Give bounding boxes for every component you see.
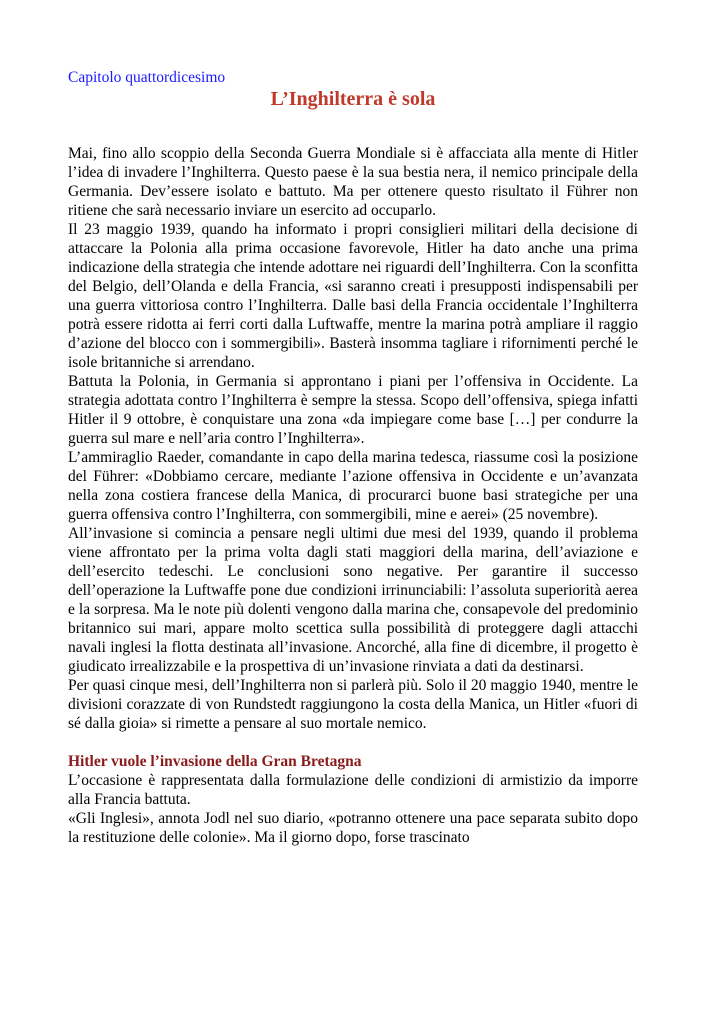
paragraph: L’occasione è rappresentata dalla formulazione delle condizioni di armistizio da imporre alla Francia battuta. bbox=[68, 772, 638, 808]
chapter-title: L’Inghilterra è sola bbox=[270, 88, 436, 110]
chapter-label: Capitolo quattordicesimo bbox=[68, 69, 226, 86]
body-text bbox=[68, 144, 638, 847]
document-page bbox=[68, 68, 638, 847]
section-heading: Hitler vuole l’invasione della Gran Bretagna bbox=[68, 753, 362, 770]
paragraph: Per quasi cinque mesi, dell’Inghilterra non si parlerà più. Solo il 20 maggio 1940, mentre le divisioni corazzate di von Rundstedt raggiungono la costa della Manica, un Hitler «fuori di sé dalla gioia» si rimette a pensare al suo mortale nemico. bbox=[68, 677, 638, 732]
paragraph: «Gli Inglesi», annota Jodl nel suo diario, «potranno ottenere una pace separata subito dopo la restituzione delle colonie». Ma il giorno dopo, forse trascinato bbox=[68, 810, 638, 846]
paragraph: L’ammiraglio Raeder, comandante in capo della marina tedesca, riassume così la posizione del Führer: «Dobbiamo cercare, mediante l’azione offensiva in Occidente e un’avanzata nella zona costiera francese della Manica, di procurarci buone basi strategiche per una guerra offensiva contro l’Inghilterra, con sommergibili, mine e aerei» (25 novembre). bbox=[68, 449, 638, 523]
paragraph: Battuta la Polonia, in Germania si approntano i piani per l’offensiva in Occidente. La strategia adottata contro l’Inghilterra è sempre la stessa. Scopo dell’offensiva, spiega infatti Hitler il 9 ottobre, è conquistare una zona «da impiegare come base […] per condurre la guerra sul mare e nell’aria contro l’Inghilterra». bbox=[68, 373, 638, 447]
paragraph: Mai, fino allo scoppio della Seconda Guerra Mondiale si è affacciata alla mente di Hitler l’idea di invadere l’Inghilterra. Questo paese è la sua bestia nera, il nemico principale della Germania. Dev’essere isolato e battuto. Ma per ottenere questo risultato il Führer non ritiene che sarà necessario inviare un esercito ad occuparlo. bbox=[68, 145, 638, 219]
paragraph: Il 23 maggio 1939, quando ha informato i propri consiglieri militari della decisione di attaccare la Polonia alla prima occasione favorevole, Hitler ha dato anche una prima indicazione della strategia che intende adottare nei riguardi dell’Inghilterra. Con la sconfitta del Belgio, dell’Olanda e della Francia, «si saranno creati i presupposti indispensabili per una guerra vittoriosa contro l’Inghilterra. Dalle basi della Francia occidentale l’Inghilterra potrà essere ridotta ai ferri corti dalla Luftwaffe, mentre la marina potrà ampliare il raggio d’azione del blocco con i sommergibili». Basterà insomma tagliare i rifornimenti perché le isole britanniche si arrendano. bbox=[68, 221, 638, 371]
paragraph: All’invasione si comincia a pensare negli ultimi due mesi del 1939, quando il problema viene affrontato per la prima volta dagli stati maggiori della marina, dell’aviazione e dell’esercito tedeschi. Le conclusioni sono negative. Per garantire il successo dell’operazione la Luftwaffe pone due condizioni irrinunciabili: l’assoluta superiorità aerea e la sorpresa. Ma le note più dolenti vengono dalla marina che, consapevole del predominio britannico sui mari, appare molto scettica sulla possibilità di proteggere dagli attacchi navali inglesi la flotta destinata all’invasione. Ancorché, alla fine di dicembre, il progetto è giudicato irrealizzabile e la prospettiva di un’invasione rinviata a dati da destinarsi. bbox=[68, 525, 638, 675]
